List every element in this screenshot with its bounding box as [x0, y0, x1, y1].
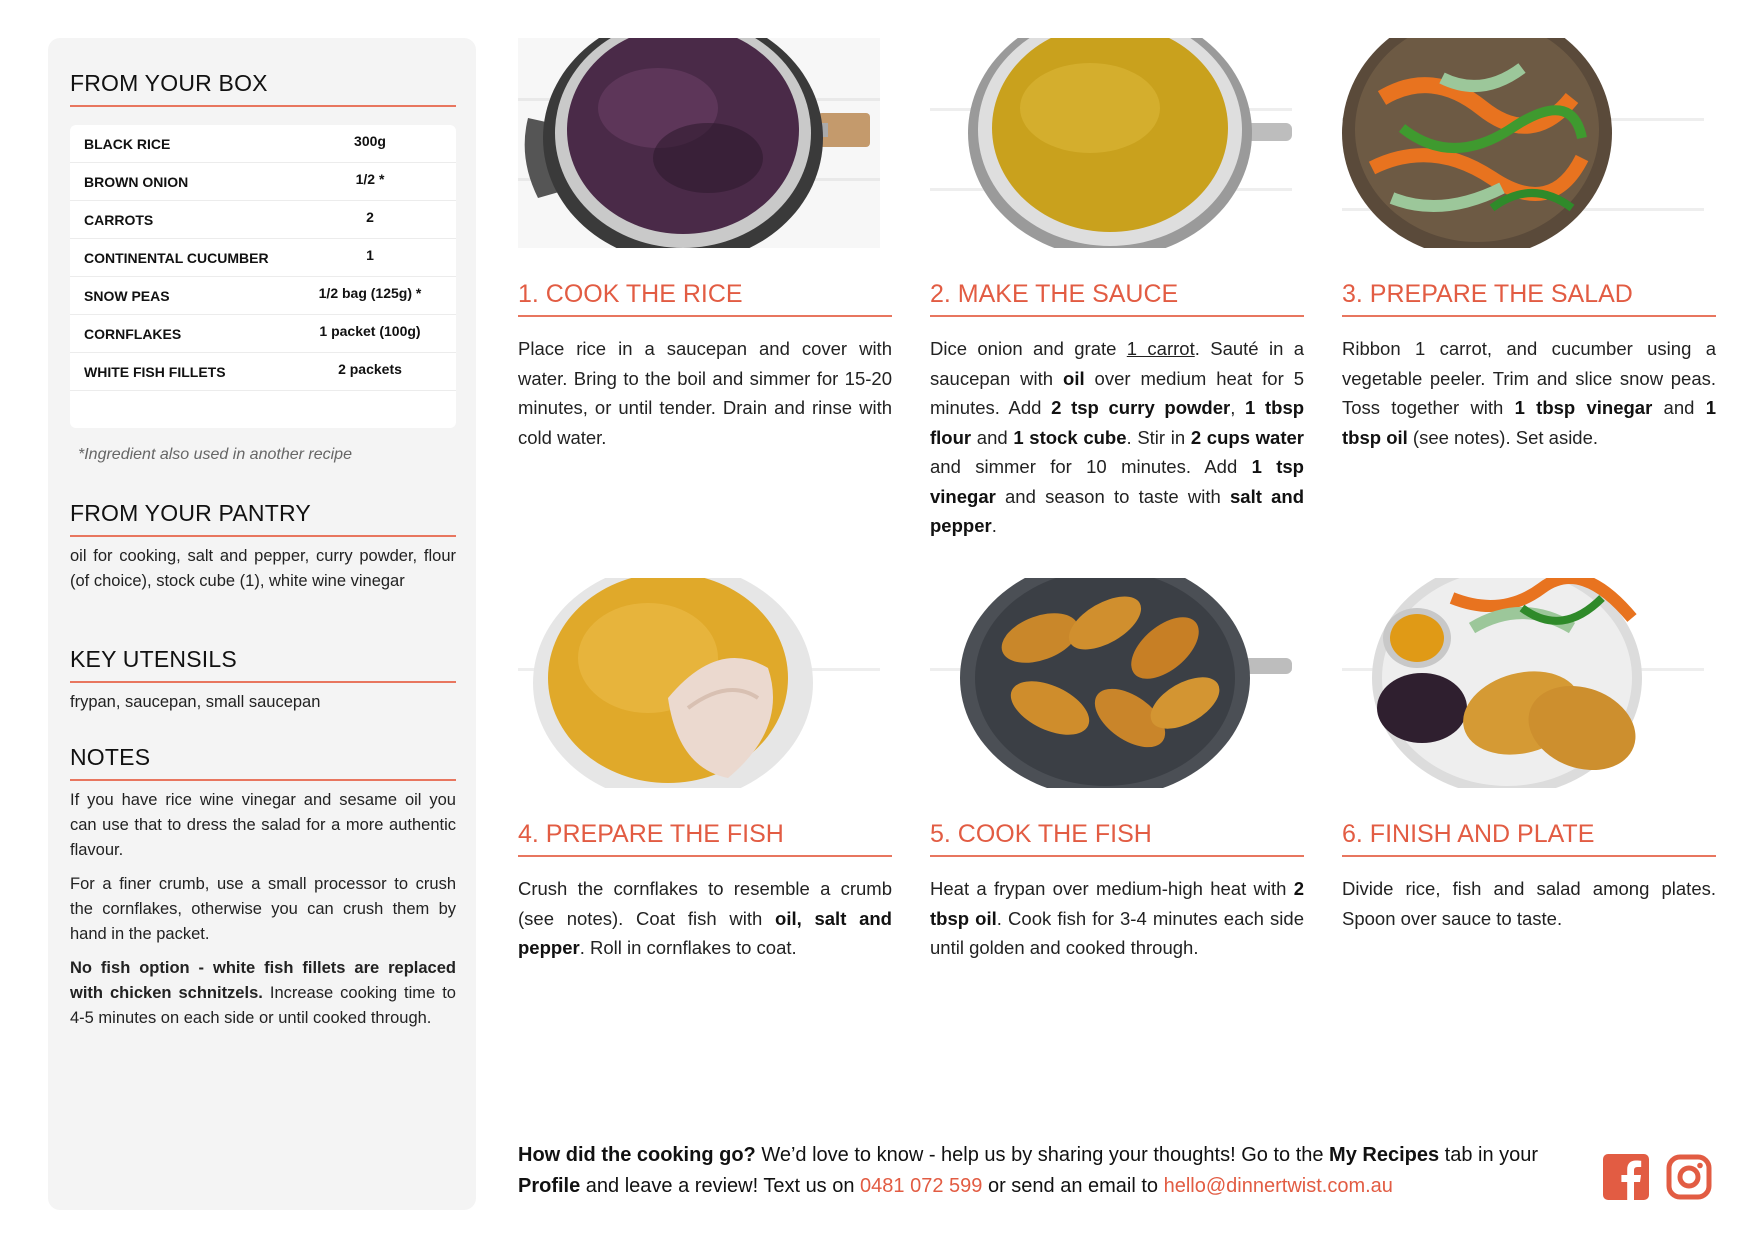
table-row [70, 353, 456, 391]
text-run: Heat a frypan over medium-high heat with [930, 878, 1294, 899]
step-3-title: 3. PREPARE THE SALAD [1342, 280, 1716, 317]
ingredient-qty: 1 [366, 246, 374, 263]
photo-cook-rice [518, 38, 880, 248]
ingredient-qty: 1 packet (100g) [319, 322, 421, 339]
note-text: Increase cooking time to 4-5 minutes on each side or until cooked through. [70, 984, 456, 1027]
ingredients-panel [48, 38, 476, 1210]
note-bold-text: No fish option - white fish fillets are replaced with chicken schnitzels. [70, 959, 456, 1002]
ingredient-name: CARROTS [84, 211, 154, 228]
photo-prepare-fish [518, 578, 880, 788]
step-4-text [518, 874, 892, 963]
text-run: Divide rice, fish and salad among plates. Spoon over sauce to taste. [1342, 878, 1716, 929]
text-run: over medium heat for 5 minutes. Add [930, 367, 1304, 418]
table-row [70, 277, 456, 315]
bold-text: 1 tbsp flour [930, 397, 1305, 448]
bold-text: 1 tbsp oil [1342, 397, 1716, 448]
step-6-text [1342, 874, 1716, 933]
bold-text: 2 tbsp oil [930, 878, 1304, 929]
contact-link[interactable]: hello@dinnertwist.com.au [1163, 1175, 1393, 1197]
text-run: (see notes). Set aside. [1407, 426, 1599, 448]
photo-finish-and-plate [1342, 578, 1704, 788]
photo-prepare-salad [1342, 38, 1704, 248]
bold-text: How did the cooking go? [518, 1144, 756, 1166]
note-paragraph: If you have rice wine vinegar and sesame oil you can use that to dress the salad for a more authentic flavour. [70, 791, 456, 859]
notes-heading: NOTES [70, 744, 456, 781]
text-run: Crush the cornflakes to resemble a crumb (see notes). Coat fish with [518, 878, 892, 929]
step-3-text [1342, 334, 1716, 452]
bold-text: 1 stock cube [1013, 426, 1127, 448]
text-run: or send an email to [982, 1175, 1164, 1197]
ingredient-qty: 2 packets [338, 360, 402, 377]
text-run: . Stir in [1126, 426, 1191, 448]
table-row [70, 315, 456, 353]
text-run: Place rice in a saucepan and cover with water. Bring to the boil and simmer for 15-20 minutes, or until tender. Drain and rinse with cold water. [518, 338, 892, 448]
bold-text: oil, salt and pepper [518, 907, 892, 958]
bold-text: oil [1063, 367, 1085, 389]
table-row [70, 125, 456, 163]
pantry-list: oil for cooking, salt and pepper, curry powder, flour (of choice), stock cube (1), white wine vinegar [70, 547, 456, 590]
note-paragraph: For a finer crumb, use a small processor to crush the cornflakes, otherwise you can crush them by hand in the packet. [70, 875, 456, 943]
utensils-list: frypan, saucepan, small saucepan [70, 693, 321, 711]
bold-text: 1 tsp vinegar [930, 456, 1304, 507]
from-your-pantry-heading: FROM YOUR PANTRY [70, 500, 456, 537]
text-run: . [991, 515, 997, 536]
note-paragraph [70, 956, 456, 1031]
step-4-title: 4. PREPARE THE FISH [518, 820, 892, 857]
step-6-title: 6. FINISH AND PLATE [1342, 820, 1716, 857]
ingredients-table [70, 125, 456, 428]
text-run: . Sauté in a saucepan with [930, 338, 1305, 389]
shared-ingredient-footnote: *Ingredient also used in another recipe [78, 446, 352, 463]
text-run: We’d love to know - help us by sharing your thoughts! Go to the [755, 1144, 1330, 1166]
bold-text: 2 cups water [1190, 426, 1304, 448]
step-5-title: 5. COOK THE FISH [930, 820, 1304, 857]
bold-text: 2 tsp curry powder [1051, 397, 1231, 418]
from-your-box-heading: FROM YOUR BOX [70, 70, 456, 107]
ingredient-name: SNOW PEAS [84, 287, 170, 304]
text-run: . Cook fish for 3-4 minutes each side until golden and cooked through. [930, 907, 1304, 958]
text-run: , [1230, 397, 1246, 418]
text-run: . Roll in cornflakes to coat. [579, 937, 797, 958]
text-run: Dice onion and grate [930, 338, 1127, 359]
photo-make-sauce [930, 38, 1292, 248]
bold-text: Profile [518, 1175, 581, 1197]
ingredient-qty: 2 [366, 208, 374, 225]
underlined-text: 1 carrot [1126, 338, 1195, 359]
ingredient-qty: 1/2 * [355, 170, 385, 187]
step-1-text [518, 334, 892, 452]
text-run: and season to taste with [995, 485, 1231, 507]
key-utensils-heading: KEY UTENSILS [70, 646, 456, 683]
text-run: and simmer for 10 minutes. Add [930, 456, 1252, 477]
text-run: Ribbon 1 carrot, and cucumber using a vegetable peeler. Trim and slice snow peas. Toss together with [1342, 338, 1716, 418]
instagram-icon[interactable] [1666, 1154, 1712, 1200]
ingredient-qty: 300g [354, 132, 386, 149]
text-run: and leave a review! Text us on [580, 1175, 861, 1197]
ingredient-qty: 1/2 bag (125g) * [318, 284, 422, 301]
text-run: tab in your [1439, 1144, 1539, 1166]
table-row [70, 163, 456, 201]
contact-link[interactable]: 0481 072 599 [860, 1175, 983, 1197]
facebook-icon[interactable] [1603, 1154, 1649, 1200]
bold-text: 1 tbsp vinegar [1514, 397, 1653, 418]
ingredient-name: CONTINENTAL CUCUMBER [84, 249, 269, 266]
step-2-title: 2. MAKE THE SAUCE [930, 280, 1304, 317]
step-1-title: 1. COOK THE RICE [518, 280, 892, 317]
table-row [70, 239, 456, 277]
feedback-message [518, 1140, 1573, 1202]
photo-cook-fish [930, 578, 1292, 788]
ingredient-name: WHITE FISH FILLETS [84, 363, 226, 380]
bold-text: salt and pepper [930, 485, 1304, 536]
step-5-text [930, 874, 1304, 963]
text-run: and [971, 426, 1014, 448]
ingredient-name: BROWN ONION [84, 173, 189, 190]
table-row [70, 201, 456, 239]
bold-text: My Recipes [1329, 1144, 1440, 1166]
ingredient-name: CORNFLAKES [84, 325, 182, 342]
text-run: and [1652, 397, 1706, 418]
ingredient-name: BLACK RICE [84, 135, 171, 152]
step-2-text [930, 334, 1304, 541]
